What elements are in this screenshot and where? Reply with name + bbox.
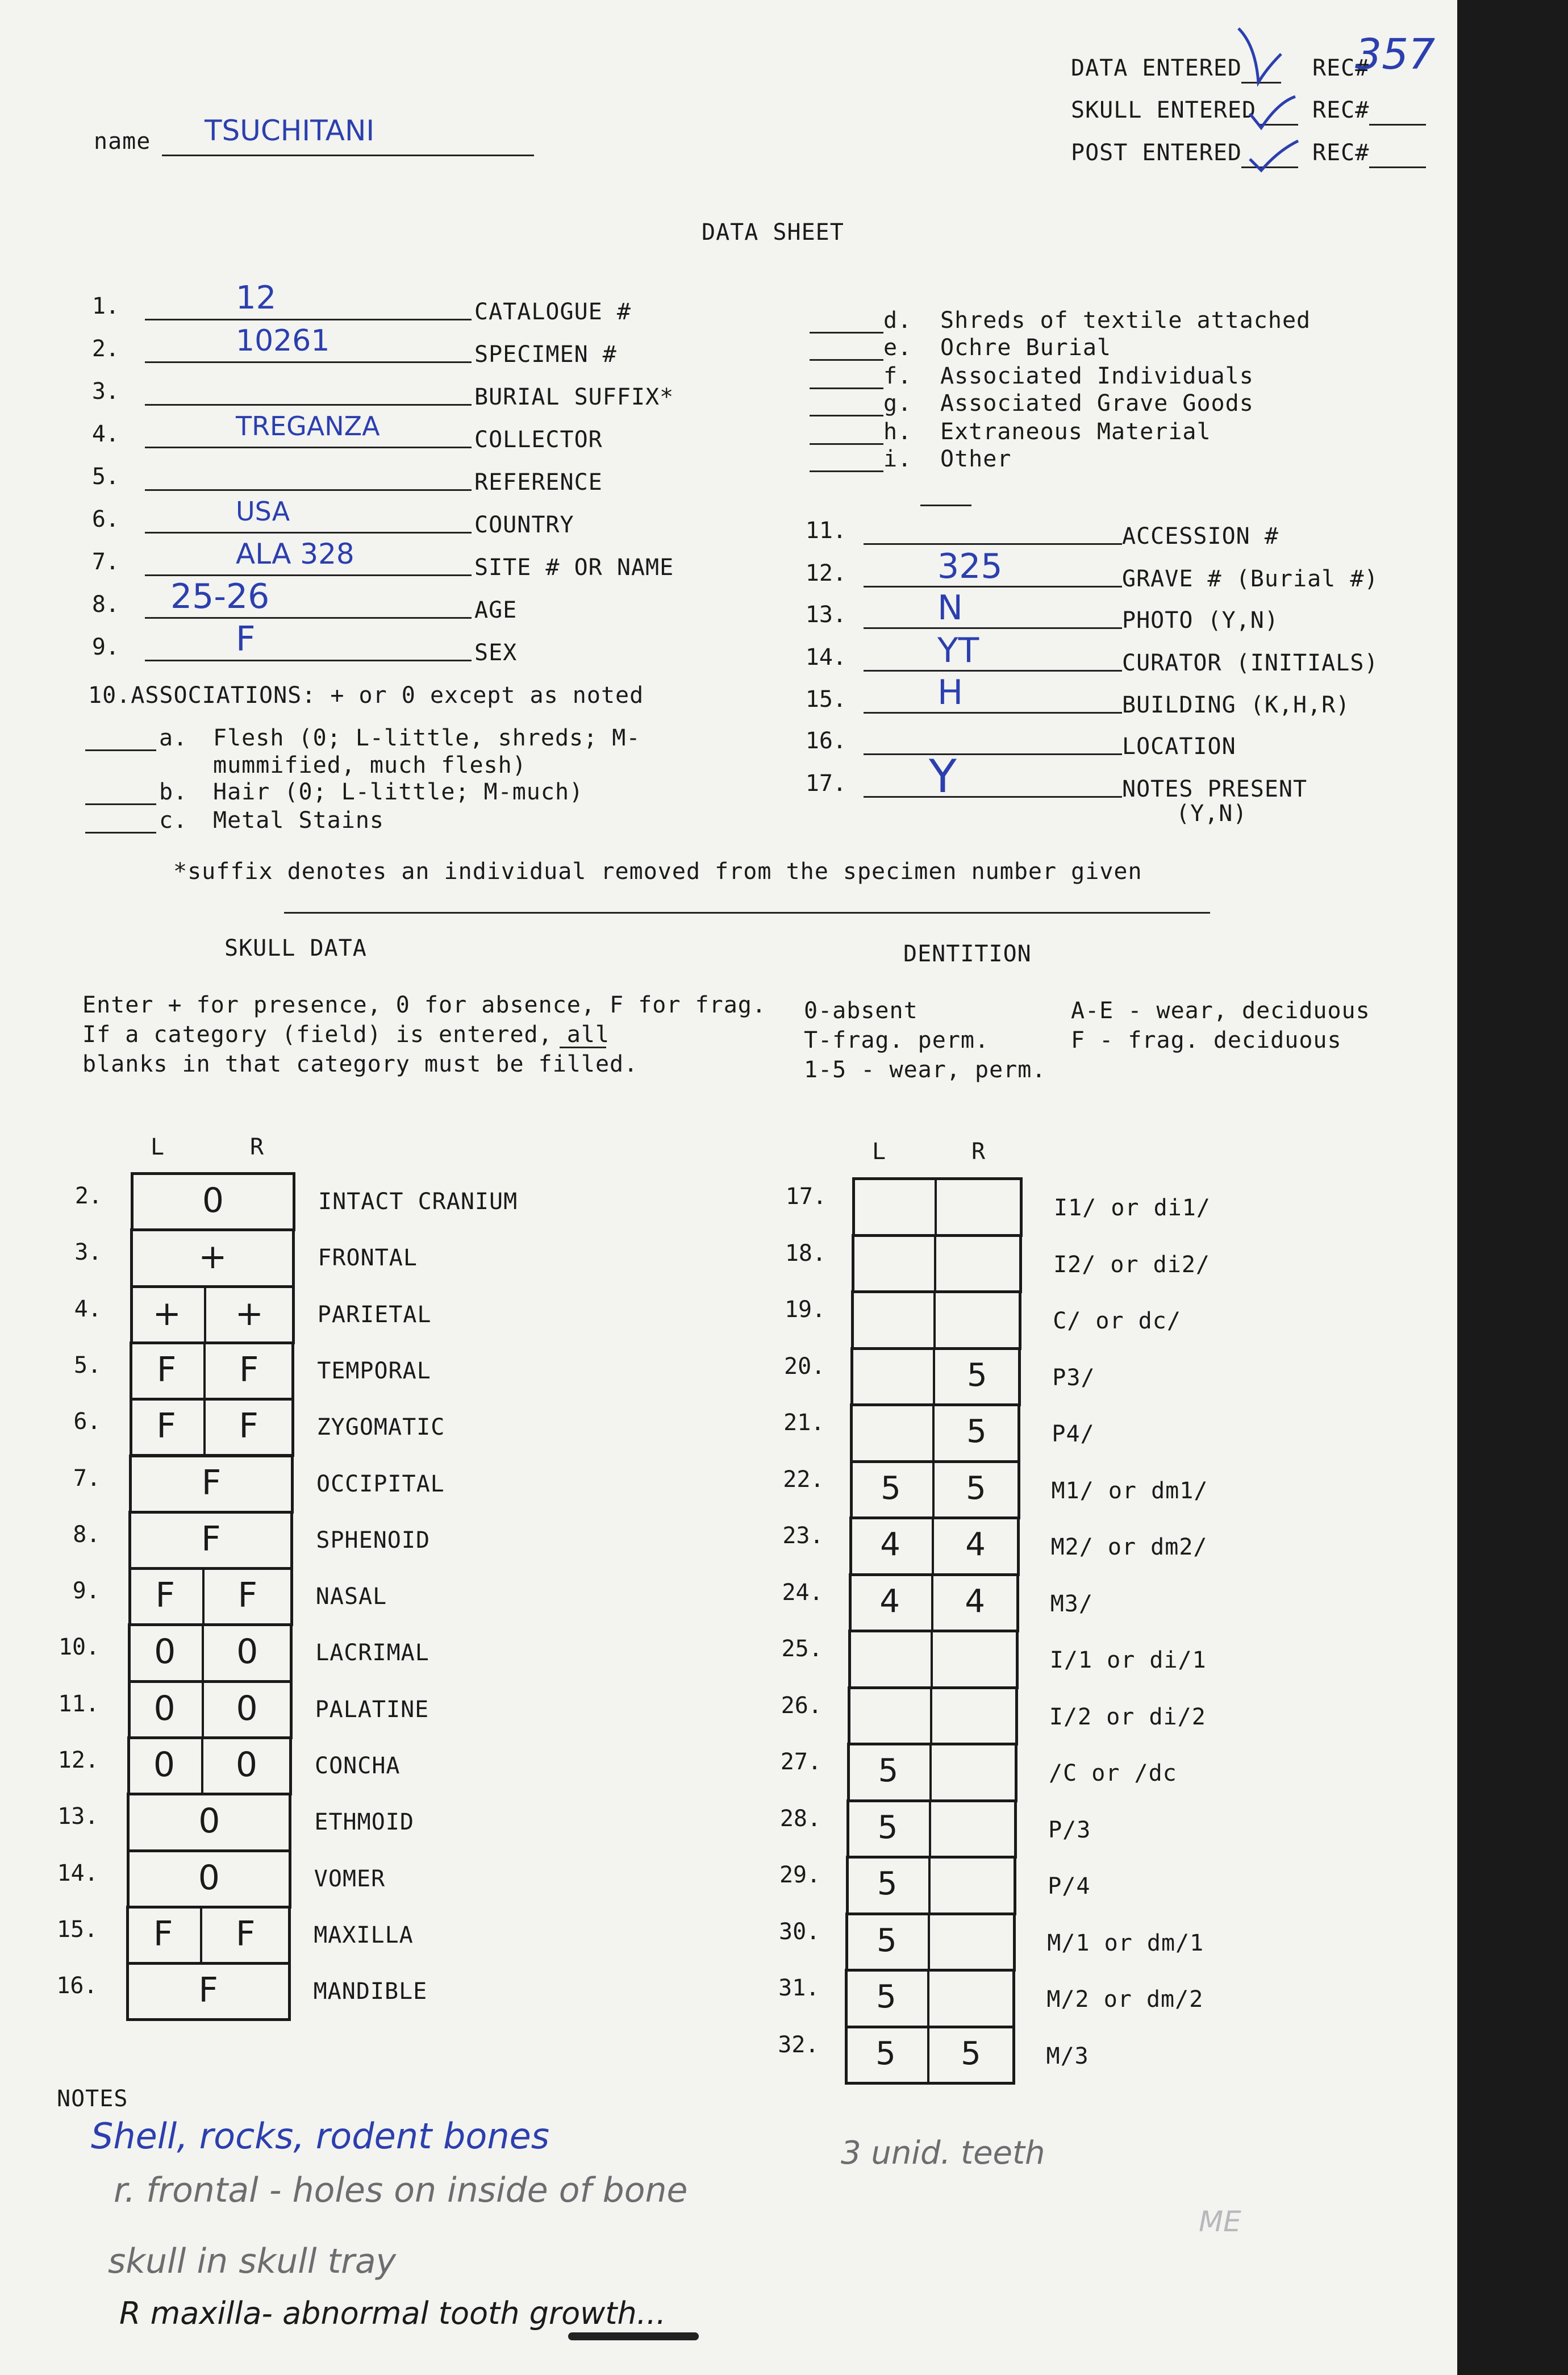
skull-row-label: SPHENOID (316, 1527, 431, 1553)
dentition-row-num: 30. (779, 1918, 820, 1945)
left-field-line (145, 574, 472, 576)
left-field-line (145, 532, 472, 534)
left-field-value: USA (236, 496, 290, 527)
dentition-row-divider (927, 1969, 929, 2028)
dentition-row-label: I1/ or di1/ (1054, 1195, 1211, 1221)
left-field-line (145, 319, 472, 320)
dentition-row-label: P/4 (1048, 1873, 1091, 1899)
dentition-row-label: M3/ (1050, 1590, 1093, 1617)
skull-heading: SKULL DATA (224, 935, 367, 961)
notes-line-3: skull in skull tray (108, 2241, 397, 2281)
dentition-row-value-l: 5 (876, 1978, 896, 2015)
dentition-col-r: R (971, 1139, 986, 1165)
dentition-row-divider (928, 1856, 931, 1915)
left-field-label: REFERENCE (474, 469, 603, 495)
dentition-row-label: M/2 or dm/2 (1046, 1986, 1204, 2013)
dentition-row-value-r: 5 (966, 1469, 986, 1507)
skull-row-value-l: 0 (153, 1688, 176, 1728)
skull-row-value-l: F (156, 1349, 177, 1390)
left-field-line (145, 361, 472, 363)
dentition-row-label: M1/ or dm1/ (1051, 1477, 1208, 1504)
skull-row-num: 10. (58, 1634, 100, 1661)
left-field-num: 4. (91, 421, 119, 447)
skull-instructions-2: If a category (field) is entered, all (82, 1022, 610, 1048)
right-field-label: ACCESSION # (1122, 523, 1279, 549)
dentition-row-value-l: 5 (878, 1752, 899, 1789)
skull-row-label: ETHMOID (314, 1809, 414, 1836)
dentition-row-divider (934, 1234, 936, 1294)
right-field-line (864, 753, 1122, 755)
dentition-row-value-l: 4 (879, 1582, 900, 1620)
skull-row-num: 4. (74, 1295, 102, 1322)
assoc-right-label: Ochre Burial (940, 335, 1111, 361)
right-field-num: 17. (805, 770, 846, 797)
skull-row-value: F (201, 1519, 221, 1559)
notes-present-sub: (Y,N) (1176, 801, 1248, 827)
right-field-label: PHOTO (Y,N) (1122, 607, 1279, 634)
page-title: DATA SHEET (702, 219, 844, 245)
skull-row-value-l: F (155, 1576, 176, 1616)
assoc-right-label: Extraneous Material (940, 419, 1211, 445)
margin-mark: ME (1199, 2205, 1241, 2238)
assoc-right-letter: h. (883, 419, 912, 445)
skull-row-value: 0 (198, 1857, 220, 1898)
skull-row-num: 11. (58, 1690, 99, 1717)
skull-row-label: NASAL (315, 1584, 387, 1610)
dentition-legend-2a: T-frag. perm. (804, 1027, 990, 1053)
dentition-row-num: 32. (778, 2031, 819, 2058)
skull-col-r: R (250, 1134, 265, 1160)
left-field-num: 3. (91, 378, 119, 405)
name-label: name (94, 128, 151, 155)
right-field-num: 11. (805, 518, 846, 544)
dentition-row-num: 21. (783, 1410, 825, 1436)
dentition-row-value-r: 5 (966, 1413, 987, 1450)
dentition-row-value-l: 5 (877, 1865, 898, 1902)
assoc-right-letter: i. (883, 446, 912, 472)
skull-row-value-r: 0 (236, 1688, 258, 1728)
data-entered-label: DATA ENTERED (1071, 55, 1242, 81)
assoc-right-label: Shreds of textile attached (940, 307, 1311, 334)
right-field-line (864, 712, 1122, 714)
dentition-row-num: 22. (783, 1466, 824, 1493)
skull-row-value-r: F (239, 1349, 259, 1390)
left-field-num: 5. (91, 464, 119, 490)
left-field-label: SPECIMEN # (474, 341, 617, 368)
dentition-row-label: C/ or dc/ (1053, 1308, 1181, 1334)
rec-label-1: REC# (1312, 55, 1370, 81)
skull-row-label: MANDIBLE (313, 1978, 428, 2005)
skull-row-num: 13. (57, 1803, 99, 1830)
skull-row-value: F (198, 1970, 218, 2011)
dentition-row-divider (929, 1799, 931, 1859)
dentition-row-num: 20. (784, 1353, 825, 1380)
assoc-right-blank (810, 388, 883, 389)
left-field-line (145, 617, 472, 619)
dentition-row-value-r: 5 (961, 2035, 981, 2072)
right-field-num: 13. (805, 602, 846, 628)
skull-row-label: ZYGOMATIC (316, 1414, 445, 1441)
assoc-right-extra-line (920, 505, 971, 506)
notes-heading: NOTES (57, 2086, 128, 2112)
right-field-line (864, 670, 1122, 672)
dentition-row-num: 26. (781, 1692, 822, 1719)
left-field-num: 8. (91, 591, 119, 618)
right-field-value: N (937, 588, 963, 628)
rec-label-2: REC# (1312, 97, 1370, 123)
dentition-row-value-l: 5 (877, 1809, 898, 1846)
dentition-row-value-r: 4 (965, 1526, 986, 1563)
skull-row-label: VOMER (314, 1865, 386, 1892)
notes-line-1: Shell, rocks, rodent bones (91, 2115, 550, 2157)
skull-row-value-l: 0 (153, 1745, 176, 1785)
dentition-row-num: 25. (781, 1636, 823, 1662)
assoc-blank (85, 749, 156, 751)
right-field-num: 12. (805, 560, 846, 586)
dentition-row-label: I/1 or di/1 (1049, 1647, 1207, 1673)
associations-heading: 10.ASSOCIATIONS: + or 0 except as noted (88, 682, 644, 709)
dentition-row-label: P4/ (1052, 1421, 1095, 1447)
dentition-col-l: L (872, 1139, 887, 1165)
rec-label-3: REC# (1312, 140, 1370, 166)
left-field-value: ALA 328 (236, 538, 355, 570)
right-field-label: GRAVE # (Burial #) (1122, 566, 1379, 592)
assoc-letter: c. (159, 807, 188, 834)
skull-row-num: 16. (56, 1973, 98, 1999)
skull-instructions-1: Enter + for presence, 0 for absence, F for frag. (82, 992, 766, 1018)
dentition-row-num: 31. (778, 1975, 820, 2001)
left-field-label: COUNTRY (474, 512, 574, 538)
skull-row-label: PALATINE (315, 1696, 429, 1723)
dentition-row-num: 17. (785, 1184, 827, 1210)
right-field-line (864, 543, 1122, 545)
left-field-line (145, 447, 472, 448)
dentition-row-label: P/3 (1048, 1816, 1091, 1843)
left-field-num: 2. (91, 336, 119, 362)
dentition-legend-3a: 1-5 - wear, perm. (804, 1057, 1046, 1083)
left-field-label: COLLECTOR (474, 427, 603, 453)
assoc-right-blank (810, 470, 883, 472)
dentition-row-divider (931, 1630, 933, 1689)
dentition-row-label: I/2 or di/2 (1049, 1703, 1206, 1730)
dentition-row-label: /C or /dc (1049, 1760, 1177, 1786)
right-field-value: H (937, 673, 964, 713)
dentition-row-num: 24. (782, 1579, 823, 1606)
skull-row-label: LACRIMAL (315, 1640, 429, 1666)
dentition-row-value-l: 5 (875, 2035, 896, 2072)
dentition-row-label: I2/ or di2/ (1053, 1251, 1210, 1278)
dentition-row-divider (935, 1177, 937, 1237)
left-field-num: 9. (91, 634, 119, 660)
right-field-num: 14. (805, 644, 846, 670)
right-field-value: 325 (937, 547, 1003, 586)
dentition-heading: DENTITION (903, 941, 1032, 967)
assoc-text: Hair (0; L-little; M-much) (213, 779, 584, 805)
dentition-row-divider (933, 1290, 936, 1350)
skull-row-value-r: 0 (235, 1745, 258, 1785)
skull-row-value-r: 0 (236, 1632, 258, 1672)
skull-row-num: 12. (57, 1747, 99, 1773)
skull-row-num: 7. (73, 1465, 101, 1491)
skull-instructions-3: blanks in that category must be filled. (82, 1051, 639, 1077)
left-field-value: 10261 (236, 324, 330, 358)
left-field-num: 1. (91, 293, 119, 319)
post-entered-label: POST ENTERED (1071, 140, 1242, 166)
dentition-row-value-r: 4 (965, 1582, 985, 1620)
skull-row-value-r: F (239, 1406, 258, 1447)
right-field-label: LOCATION (1122, 734, 1236, 760)
right-field-label: BUILDING (K,H,R) (1122, 692, 1350, 718)
skull-row-value-l: F (153, 1914, 173, 1954)
dentition-row-box (852, 1234, 1022, 1294)
dentition-row-label: M/1 or dm/1 (1047, 1930, 1204, 1956)
assoc-text-cont: mummified, much flesh) (213, 752, 527, 778)
skull-row-num: 5. (74, 1352, 102, 1378)
dentition-row-box (848, 1630, 1019, 1689)
skull-row-value-r: + (235, 1293, 264, 1334)
rec-number: 357 (1355, 30, 1436, 79)
dentition-legend-2b: F - frag. deciduous (1071, 1027, 1342, 1053)
left-field-value: 25-26 (170, 577, 270, 616)
dentition-row-box (848, 1686, 1018, 1746)
dentition-row-label: M/3 (1046, 2043, 1089, 2069)
left-field-label: BURIAL SUFFIX* (474, 384, 674, 410)
left-field-value: 12 (236, 280, 277, 316)
skull-row-value-l: F (156, 1406, 176, 1447)
skull-row-num: 15. (56, 1916, 98, 1943)
right-field-num: 15. (805, 686, 846, 713)
dentition-row-num: 27. (780, 1749, 821, 1775)
suffix-note: *suffix denotes an individual removed from the specimen number given (173, 859, 1142, 885)
notes-line-2: r. frontal - holes on inside of bone (114, 2170, 688, 2210)
skull-row-label: INTACT CRANIUM (318, 1189, 518, 1215)
assoc-text: Metal Stains (213, 807, 384, 834)
skull-row-value-r: F (235, 1914, 256, 1954)
dentition-row-value-l: 5 (876, 1922, 897, 1959)
skull-row-label: MAXILLA (314, 1922, 414, 1948)
assoc-letter: a. (159, 725, 188, 751)
skull-row-value: F (201, 1463, 222, 1503)
skull-row-label: CONCHA (315, 1753, 401, 1779)
dentition-legend-1a: 0-absent (804, 998, 918, 1024)
dentition-row-box (851, 1290, 1021, 1350)
right-field-line (864, 627, 1122, 629)
skull-row-num: 9. (72, 1578, 100, 1605)
assoc-letter: b. (159, 779, 188, 805)
assoc-right-letter: d. (883, 307, 912, 334)
left-field-num: 7. (91, 549, 119, 575)
right-field-label: CURATOR (INITIALS) (1122, 650, 1379, 676)
left-field-line (145, 660, 472, 661)
skull-row-value-l: 0 (154, 1632, 176, 1672)
skull-row-num: 2. (74, 1183, 102, 1209)
assoc-right-blank (810, 443, 883, 445)
left-field-num: 6. (91, 506, 119, 532)
left-field-label: CATALOGUE # (474, 299, 631, 325)
dentition-row-label: P3/ (1052, 1364, 1095, 1391)
skull-row-value: + (198, 1237, 227, 1277)
skull-col-l: L (151, 1134, 165, 1160)
entered-checkmarks-icon (1233, 23, 1312, 182)
skull-row-num: 14. (57, 1860, 98, 1886)
assoc-right-blank (810, 415, 883, 416)
right-field-label: NOTES PRESENT (1122, 776, 1308, 802)
dentition-row-divider (929, 1743, 932, 1802)
skull-row-value: 0 (198, 1801, 220, 1841)
dentition-row-num: 28. (779, 1805, 821, 1832)
notes-line-4: R maxilla- abnormal tooth growth... (119, 2295, 666, 2331)
dentition-row-box (852, 1177, 1023, 1237)
assoc-right-label: Other (940, 446, 1012, 472)
dentition-row-num: 19. (784, 1297, 826, 1323)
skull-row-label: PARIETAL (317, 1301, 432, 1328)
right-field-value: Y (929, 750, 957, 803)
dentition-row-divider (930, 1686, 932, 1746)
assoc-right-letter: f. (883, 363, 912, 389)
name-value: TSUCHITANI (205, 114, 375, 147)
skull-row-num: 8. (73, 1521, 101, 1548)
dentition-row-value-r: 5 (966, 1356, 987, 1394)
left-field-value: F (236, 619, 256, 659)
right-field-value: YT (937, 631, 979, 670)
right-field-line (864, 796, 1122, 798)
skull-row-label: OCCIPITAL (316, 1470, 445, 1497)
assoc-right-letter: g. (883, 390, 912, 416)
assoc-right-blank (810, 359, 883, 361)
skull-row-value-l: + (152, 1293, 181, 1334)
left-field-line (145, 489, 472, 491)
assoc-blank (85, 832, 156, 834)
left-field-label: SITE # OR NAME (474, 555, 674, 581)
skull-row-value-r: F (237, 1576, 258, 1616)
skull-row-num: 3. (74, 1239, 102, 1266)
assoc-text: Flesh (0; L-little, shreds; M- (213, 725, 641, 751)
right-field-num: 16. (805, 728, 846, 754)
dentition-row-value-l: 4 (880, 1526, 900, 1563)
assoc-right-blank (810, 332, 883, 334)
dentition-row-divider (928, 1913, 930, 1972)
left-field-label: AGE (474, 597, 518, 623)
skull-entered-label: SKULL ENTERED (1071, 97, 1257, 123)
dentition-row-label: M2/ or dm2/ (1050, 1534, 1208, 1560)
assoc-right-letter: e. (883, 335, 912, 361)
assoc-right-label: Associated Individuals (940, 363, 1254, 389)
dentition-row-num: 29. (779, 1862, 821, 1888)
dentition-legend-1b: A-E - wear, deciduous (1071, 998, 1370, 1024)
left-field-value: TREGANZA (236, 411, 380, 441)
assoc-right-label: Associated Grave Goods (940, 390, 1254, 416)
left-field-line (145, 404, 472, 406)
redaction-mark (568, 2332, 699, 2340)
skull-row-num: 6. (73, 1409, 101, 1435)
left-field-label: SEX (474, 640, 518, 666)
skull-row-label: TEMPORAL (317, 1357, 431, 1384)
notes-side-note: 3 unid. teeth (841, 2135, 1045, 2172)
skull-row-label: FRONTAL (318, 1245, 418, 1272)
skull-row-value: 0 (202, 1181, 224, 1220)
dentition-row-num: 18. (785, 1240, 827, 1266)
dentition-row-num: 23. (782, 1523, 824, 1549)
assoc-blank (85, 803, 156, 805)
dentition-row-value-l: 5 (881, 1469, 901, 1507)
